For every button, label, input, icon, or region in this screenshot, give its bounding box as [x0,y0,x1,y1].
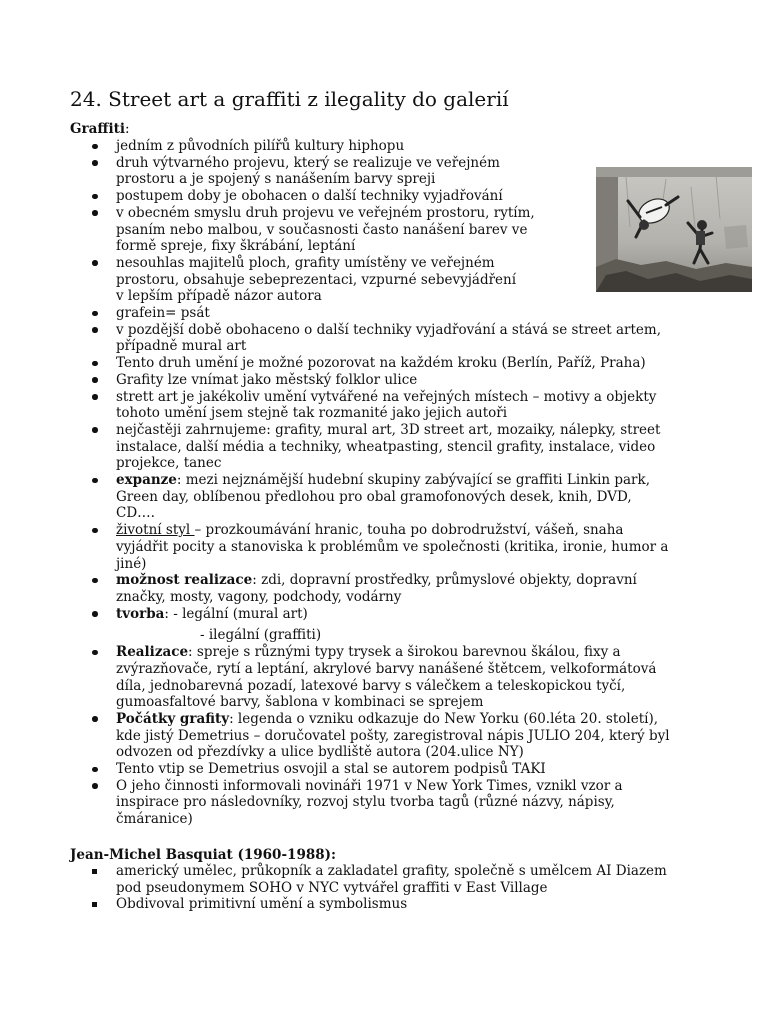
list-item [116,389,670,422]
list-item-line: prostoru, obsahuje sebeprezentaci, vzpurné sebevyjádření [116,271,517,288]
tvorba-continuation [116,627,670,644]
basquiat-heading [70,847,336,864]
moznost-realizace-label: možnost realizace [116,572,253,589]
zivotni-styl-label: životní styl [116,522,195,539]
list-item-line: gumoasfaltové barvy, šablona v kombinaci se sprejem [116,694,484,711]
list-item-line: strett art je jakékoliv umění vytvářené na veřejných místech – motivy a objekty [116,388,657,405]
list-item-line: inspirace pro následovníky, rozvoj stylu tvorba tagů (různé názvy, nápisy, [116,794,615,811]
list-item-line: značky, mosty, vagony, podchody, vodárny [116,588,402,605]
list-item-line: Tento druh umění je možné pozorovat na každém kroku (Berlín, Paříž, Praha) [116,355,646,372]
list-item-line: Green day, oblíbenou předlohou pro obal gramofonových desek, knih, DVD, [116,488,632,505]
list-item-line: odvozen od přezdívky a ulice bydliště autora (204.ulice NY) [116,744,524,761]
list-item [116,355,670,372]
list-item [116,305,670,322]
graffiti-photo-drawing [596,167,752,292]
wall-top-edge [596,167,752,177]
tvorba-text: : - legální (mural art) [164,605,308,622]
list-item-line: v obecném smyslu druh projevu ve veřejném prostoru, rytím, [116,204,535,221]
graffiti-list [116,138,670,828]
tvorba-label: tvorba [116,605,165,622]
list-item-line: formě spreje, fixy škrábání, leptání [116,238,356,255]
list-item-line [116,572,670,589]
list-item [116,322,670,355]
moznost-realizace-text: : zdi, dopravní prostředky, průmyslové objekty, dopravní [252,572,637,589]
list-item-line: kde jistý Demetrius – doručovatel pošty, zaregistroval nápis JULIO 204, který byl [116,727,670,744]
list-item-line: psaním nebo malbou, v současnosti často nanášení barev ve [116,221,528,238]
basquiat-heading-label: Jean-Michel Basquiat (1960-1988): [70,847,336,863]
list-item-line [116,606,670,623]
list-item-line: grafein= psát [116,305,210,322]
graffiti-heading-label: Graffiti [70,121,125,137]
graffiti-heading-colon: : [124,121,130,137]
list-item-line: O jeho činnosti informovali novináři 1971 v New York Times, vznikl vzor a [116,777,623,794]
list-item-line: CD…. [116,505,155,522]
basquiat-list [116,863,667,913]
list-item-line: v lepším případě názor autora [116,288,322,305]
list-item-line: případně mural art [116,338,247,355]
pocatky-text: : legenda o vzniku odkazuje do New Yorku (60.léta 20. století), [229,710,659,727]
list-item-line [116,522,670,539]
page-title: 24. Street art a graffiti z ilegality do galerií [70,87,509,111]
list-item-line: druh výtvarného projevu, který se realizuje ve veřejném [116,154,500,171]
realizace-text: : spreje s různými typy trysek a širokou barevnou škálou, fixy a [188,644,621,661]
list-item-line: nejčastěji zahrnujeme: grafity, mural art, 3D street art, mozaiky, nálepky, street [116,421,661,438]
list-item-line: jedním z původních pilířů kultury hiphopu [116,138,405,154]
graffiti-photo [596,167,752,292]
pocatky-label: Počátky grafity [116,710,230,727]
list-item-moznost-realizace [116,572,670,605]
list-item-line: díla, jednobarevná pozadí, latexové barvy s válečkem a teleskopickou tyčí, [116,677,626,694]
list-item-line: nesouhlas majitelů ploch, grafity umístěny ve veřejném [116,254,495,271]
list-item-line: vyjádřit pocity a stanoviska k problémům ve společnosti (kritika, ironie, humor a [116,538,669,555]
list-item-line: Tento vtip se Demetrius osvojil a stal se autorem podpisů TAKI [116,761,546,778]
list-item-expanze [116,472,670,522]
list-item-line: prostoru a je spojený s nanášením barvy spreji [116,171,436,188]
list-item [116,155,670,188]
list-item-zivotni-styl [116,522,670,572]
list-item-line: instalace, další média a techniky, wheatpasting, stencil grafity, instalace, video [116,438,656,455]
list-item-line: čmáranice) [116,811,193,828]
expanze-label: expanze [116,472,177,489]
list-item [116,138,670,155]
list-item [116,778,670,828]
list-item-line: jiné) [116,555,147,572]
list-item-line [116,472,670,489]
list-item [116,761,670,778]
list-item-line: postupem doby je obohacen o další techniky vyjadřování [116,188,503,205]
list-item-line [116,711,670,728]
list-item [116,422,670,472]
list-item [116,372,670,389]
list-item [116,896,667,913]
list-item-realizace [116,644,670,711]
list-item-line: projekce, tanec [116,455,222,472]
list-item-line: zvýrazňovače, rytí a leptání, akrylové barvy nanášené štětcem, velkoformátová [116,660,657,677]
list-item-line: - ilegální (graffiti) [200,627,322,644]
list-item [116,863,667,896]
list-item-line: pod pseudonymem SOHO v NYC vytvářel graffiti v East Village [116,879,548,896]
list-item-line: Obdivoval primitivní umění a symbolismus [116,896,408,913]
list-item [116,205,670,255]
wall-patch [724,225,748,249]
list-item-line [116,644,670,661]
realizace-label: Realizace [116,644,189,661]
list-item-pocatky [116,711,670,761]
zivotni-styl-text: – prozkoumávání hranic, touha po dobrodružství, vášeň, snaha [194,522,624,539]
list-item [116,188,670,205]
list-item-line: americký umělec, průkopník a zakladatel grafity, společně s umělcem AI Diazem [116,863,667,879]
list-item-line: v pozdější době obohaceno o další techniky vyjadřování a stává se street artem, [116,321,662,338]
expanze-text: : mezi nejznámější hudební skupiny zabývající se graffiti Linkin park, [176,472,650,489]
list-item-line: tohoto umění jsem stejně tak rozmanité jako jejich autoři [116,405,508,422]
list-item-line: Grafity lze vnímat jako městský folklor ulice [116,371,418,388]
graffiti-heading [70,121,130,138]
list-item [116,255,670,305]
list-item-tvorba [116,606,670,623]
